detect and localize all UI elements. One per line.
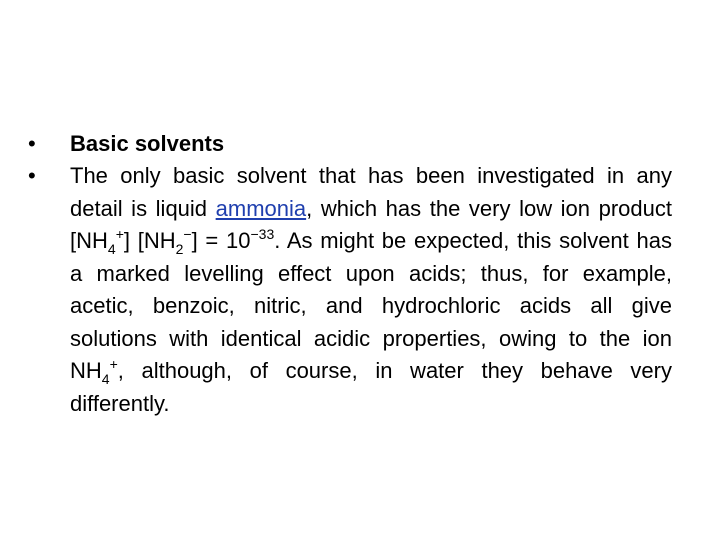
superscript: −	[183, 226, 192, 242]
paragraph-text: , which has the very low ion product [NH	[70, 195, 673, 253]
paragraph-text: The only basic solvent that has been investigated in any detail is liquid	[70, 163, 672, 221]
bullet-item-paragraph	[28, 160, 672, 420]
bullet-marker: •	[28, 131, 36, 156]
bullet-list	[28, 128, 672, 420]
body-paragraph	[70, 160, 672, 420]
bullet-item-heading	[28, 128, 672, 160]
superscript: +	[115, 226, 124, 242]
subscript: 2	[175, 241, 184, 257]
paragraph-text: , although, of course, in water they behave very differently.	[70, 358, 672, 416]
superscript: +	[109, 356, 118, 372]
paragraph-text: . As might be expected, this solvent has a marked levelling effect upon acids; thus, for example, acetic, benzoic, nitric, and hydrochloric acids all give solutions with identical acidic properties, owing to the ion NH	[70, 228, 672, 383]
bullet-marker: •	[28, 163, 36, 188]
paragraph-text: ] [NH	[123, 228, 176, 253]
ammonia-link[interactable]: ammonia	[215, 195, 307, 221]
superscript: −33	[250, 226, 275, 242]
subscript: 4	[101, 371, 110, 387]
paragraph-text: ] = 10	[191, 228, 251, 253]
subscript: 4	[107, 241, 116, 257]
section-heading: Basic solvents	[70, 131, 225, 156]
